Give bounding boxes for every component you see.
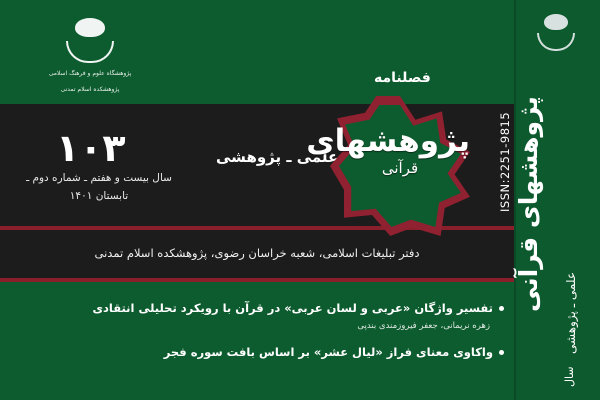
article-authors: زهره نریمانی، جعفر فیروزمندی بندپی — [357, 321, 490, 332]
bullet-icon — [499, 306, 504, 311]
spine-journal-title: پژوهشهای قرآنی — [514, 96, 543, 312]
publisher-line: دفتر تبلیغات اسلامی، شعبه خراسان رضوی، پژوهشکده اسلام تمدنی — [94, 246, 420, 260]
issn-label: ISSN:2251-9815 — [498, 112, 512, 213]
calligraphy-emblem — [306, 96, 470, 236]
scientific-research-label: علمی ـ پژوهشی — [216, 148, 339, 166]
list-item — [20, 344, 504, 361]
emblem-calligraphy: پژوهشهای قرآنی — [306, 123, 470, 178]
article-title: تفسیر واژگان «عربی و لسان عربی» در قرآن با رویکرد تحلیلی انتقادی — [92, 301, 493, 315]
article-title-row — [20, 300, 504, 317]
issue-volume-line: سال بیست و هفتم ـ شماره دوم ـ تابستان ۱۴۰۱ — [26, 172, 172, 202]
band-accent-lower — [0, 278, 514, 282]
spine-year-label: سال — [563, 366, 576, 387]
arc-icon — [66, 41, 114, 63]
cover-spine — [514, 0, 600, 400]
quarterly-label: فصلنامه — [374, 70, 431, 86]
spine-logo — [532, 14, 580, 66]
tulip-icon — [75, 18, 105, 37]
arc-icon — [537, 33, 575, 51]
spine-subtitle: علمی ـ پژوهشی — [564, 272, 578, 355]
article-title: واکاوی معنای فراز «لیال عشر» بر اساس بافت سوره فجر — [163, 345, 493, 360]
organization-logo-line2: پژوهشکده اسلام تمدنی — [60, 85, 120, 93]
emblem-calligraphy-sub: قرآنی — [381, 159, 419, 178]
bullet-icon — [499, 350, 504, 355]
tulip-icon — [544, 14, 568, 30]
organization-logo-line1: پژوهشگاه علوم و فرهنگ اسلامی — [48, 70, 132, 77]
list-item — [20, 300, 504, 331]
article-list — [20, 300, 504, 375]
issue-number: ۱۰۳ — [56, 126, 126, 170]
organization-logo — [42, 18, 138, 94]
article-title-row — [20, 344, 504, 361]
